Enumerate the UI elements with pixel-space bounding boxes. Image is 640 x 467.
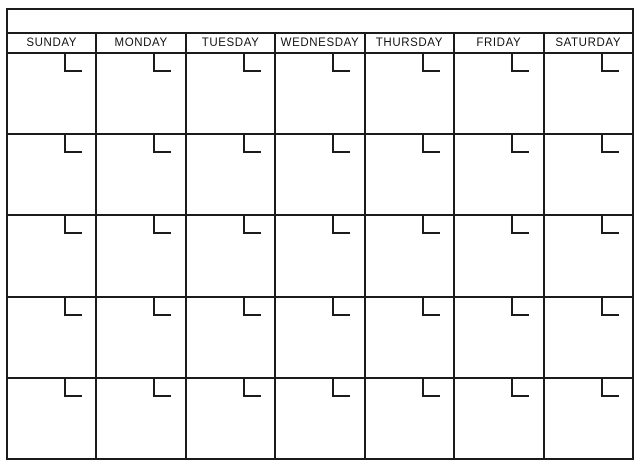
day-cell[interactable] [366,54,455,133]
week-row [8,54,632,135]
day-cell[interactable] [187,298,276,377]
date-box [153,135,171,153]
calendar-grid [8,54,632,458]
weekday-header-wednesday [276,34,365,52]
day-cell[interactable] [455,379,544,458]
day-cell[interactable] [545,216,632,295]
date-box [64,298,82,316]
week-row [8,298,632,379]
day-cell[interactable] [8,298,97,377]
date-box [64,216,82,234]
date-box [243,54,261,72]
weekday-header-monday [97,34,186,52]
day-cell[interactable] [455,298,544,377]
date-box [601,54,619,72]
day-cell[interactable] [187,379,276,458]
weekday-header-friday [455,34,544,52]
day-cell[interactable] [545,379,632,458]
day-cell[interactable] [276,379,365,458]
calendar-title-strip[interactable] [8,10,632,34]
date-box [511,298,529,316]
date-box [332,135,350,153]
date-box [601,216,619,234]
weekday-label: MONDAY [114,37,168,49]
date-box [422,379,440,397]
day-cell[interactable] [8,379,97,458]
day-cell[interactable] [455,135,544,214]
date-box [332,216,350,234]
weekday-label: TUESDAY [201,37,260,49]
weekday-header-row [8,34,632,54]
weekday-label: SATURDAY [555,37,622,49]
weekday-header-saturday [545,34,632,52]
day-cell[interactable] [276,298,365,377]
day-cell[interactable] [8,135,97,214]
day-cell[interactable] [545,54,632,133]
day-cell[interactable] [97,216,186,295]
date-box [64,135,82,153]
date-box [601,135,619,153]
date-box [243,298,261,316]
day-cell[interactable] [97,135,186,214]
date-box [332,298,350,316]
date-box [422,298,440,316]
day-cell[interactable] [97,379,186,458]
weekday-label: WEDNESDAY [280,37,360,49]
date-box [601,298,619,316]
weekday-header-sunday [8,34,97,52]
date-box [243,216,261,234]
weekday-header-tuesday [187,34,276,52]
day-cell[interactable] [187,135,276,214]
day-cell[interactable] [366,379,455,458]
date-box [332,379,350,397]
day-cell[interactable] [8,54,97,133]
day-cell[interactable] [97,54,186,133]
day-cell[interactable] [366,216,455,295]
day-cell[interactable] [187,216,276,295]
date-box [153,216,171,234]
day-cell[interactable] [276,216,365,295]
date-box [422,135,440,153]
day-cell[interactable] [366,298,455,377]
week-row [8,216,632,297]
date-box [422,54,440,72]
date-box [64,379,82,397]
date-box [511,54,529,72]
date-box [511,379,529,397]
day-cell[interactable] [97,298,186,377]
date-box [243,379,261,397]
day-cell[interactable] [545,135,632,214]
weekday-label: SUNDAY [26,37,78,49]
calendar-frame [6,8,634,460]
week-row [8,379,632,458]
day-cell[interactable] [187,54,276,133]
date-box [422,216,440,234]
day-cell[interactable] [366,135,455,214]
weekday-label: THURSDAY [375,37,443,49]
date-box [243,135,261,153]
day-cell[interactable] [8,216,97,295]
date-box [511,216,529,234]
week-row [8,135,632,216]
date-box [332,54,350,72]
weekday-header-thursday [366,34,455,52]
day-cell[interactable] [455,216,544,295]
day-cell[interactable] [455,54,544,133]
date-box [153,298,171,316]
date-box [153,379,171,397]
date-box [511,135,529,153]
date-box [601,379,619,397]
date-box [153,54,171,72]
day-cell[interactable] [276,54,365,133]
weekday-label: FRIDAY [476,37,522,49]
date-box [64,54,82,72]
day-cell[interactable] [276,135,365,214]
day-cell[interactable] [545,298,632,377]
